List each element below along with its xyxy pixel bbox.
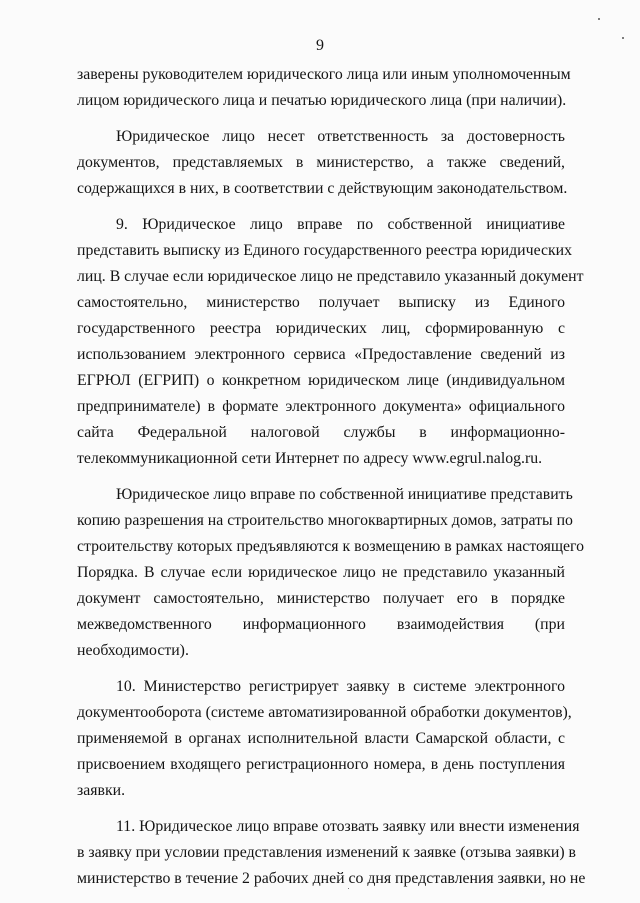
text-line: лиц. В случае если юридическое лицо не представило указанный документ [77, 268, 584, 285]
text-line: содержащихся в них, в соответствии с действующим законодательством. [77, 180, 568, 197]
text-line: 9. Юридическое лицо вправе по собственной инициативе [116, 216, 565, 233]
text-line: телекоммуникационной сети Интернет по адресу www.egrul.nalog.ru. [77, 450, 543, 467]
text-line: заверены руководителем юридического лица или иным уполномоченным [77, 66, 571, 83]
document-body [77, 62, 586, 892]
text-line: 11. Юридическое лицо вправе отозвать заявку или внести изменения [116, 818, 580, 835]
text-line: строительству которых предъявляются к возмещению в рамках настоящего [77, 538, 585, 555]
text-line: копию разрешения на строительство многоквартирных домов, затраты по [77, 512, 573, 529]
paragraph-construction-permit [77, 482, 585, 664]
text-line: государственного реестра юридических лиц, сформированную с [77, 320, 565, 337]
text-line: документ самостоятельно, министерство получает его в порядке [77, 590, 565, 607]
paragraph-responsibility [77, 124, 568, 202]
text-line: документов, представляемых в министерство, а также сведений, [77, 154, 565, 171]
text-line: заявки. [77, 782, 126, 799]
text-line: представить выписку из Единого государственного реестра юридических [77, 242, 573, 259]
paragraph-item-10 [77, 674, 572, 804]
text-line: 10. Министерство регистрирует заявку в системе электронного [116, 678, 565, 695]
text-line: применяемой в органах исполнительной власти Самарской области, с [77, 730, 565, 747]
text-line: Порядка. В случае если юридическое лицо не представило указанный [77, 564, 565, 581]
paragraph-item-11 [77, 814, 586, 892]
page-number: 9 [316, 37, 324, 54]
text-line: ЕГРЮЛ (ЕГРИП) о конкретном юридическом лице (индивидуальном [77, 372, 565, 389]
text-line: Юридическое лицо несет ответственность за достоверность [116, 128, 565, 145]
text-line: использованием электронного сервиса «Предоставление сведений из [77, 346, 565, 363]
text-line: сайта Федеральной налоговой службы в информационно- [77, 424, 565, 441]
text-line: необходимости). [77, 642, 189, 659]
scan-speck [598, 18, 600, 20]
text-line: межведомственного информационного взаимодействия (при [77, 616, 565, 633]
text-line: предпринимателе) в формате электронного документа» официального [77, 398, 565, 415]
paragraph-signature-requirement [77, 62, 571, 114]
text-line: присвоением входящего регистрационного номера, в день поступления [77, 756, 565, 773]
text-line: Юридическое лицо вправе по собственной инициативе представить [116, 486, 573, 503]
text-line: самостоятельно, министерство получает выписку из Единого [77, 294, 565, 311]
paragraph-item-9 [77, 212, 584, 472]
text-line: документооборота (системе автоматизированной обработки документов), [77, 704, 572, 721]
text-line: лицом юридического лица и печатью юридического лица (при наличии). [77, 92, 567, 109]
text-line: министерство в течение 2 рабочих дней со дня представления заявки, но не [77, 870, 586, 887]
text-line: в заявку при условии представления изменений к заявке (отзыва заявки) в [77, 844, 577, 861]
